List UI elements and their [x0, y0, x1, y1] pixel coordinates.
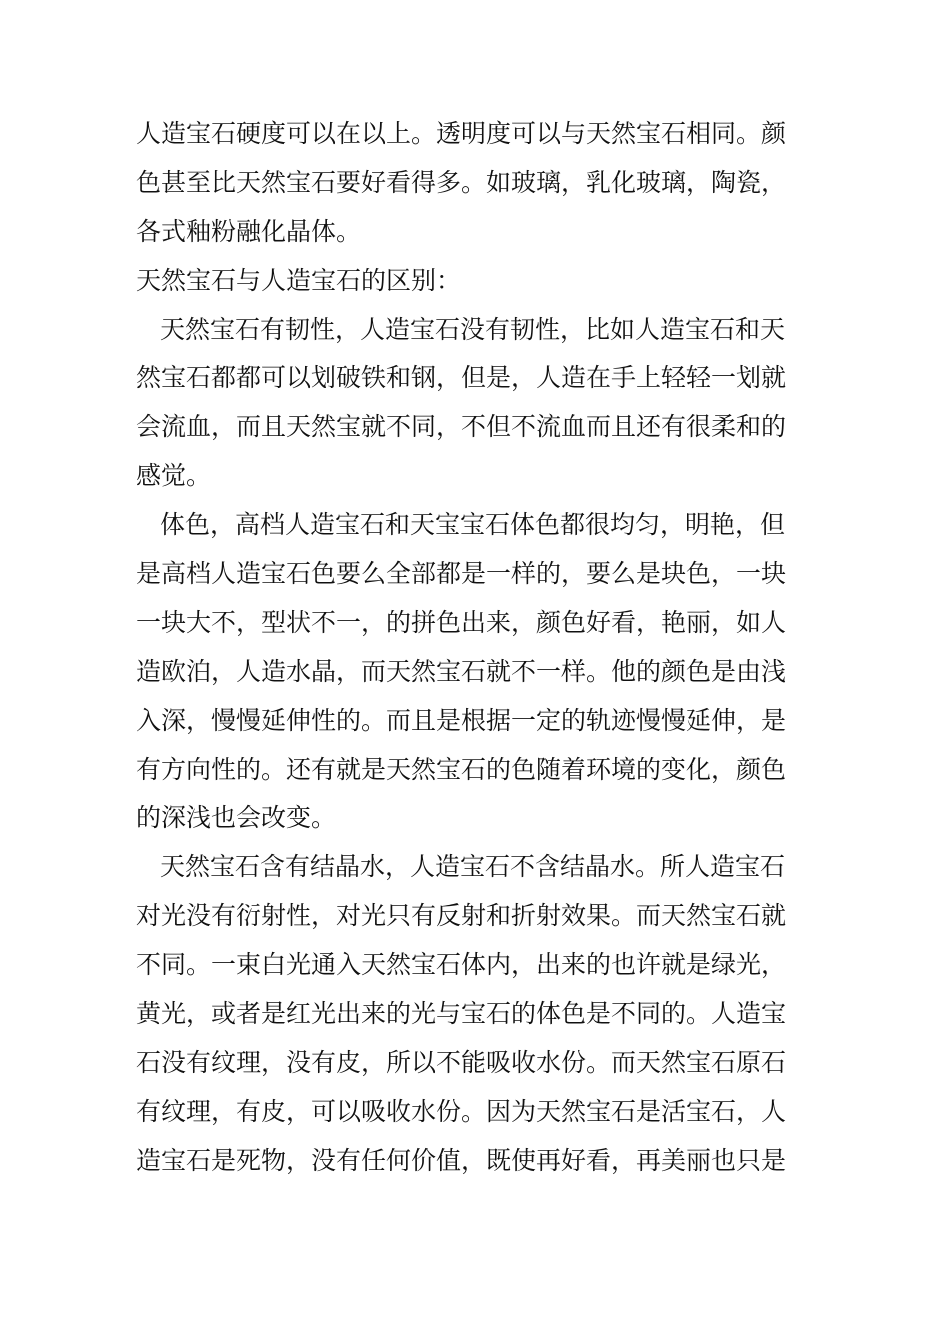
text-line: 有纹理，有皮，可以吸收水份。因为天然宝石是活宝石，人 [136, 1096, 787, 1126]
text-line: 色甚至比天然宝石要好看得多。如玻璃，乳化玻璃，陶瓷， [136, 167, 787, 197]
text-line: 是高档人造宝石色要么全部都是一样的，要么是块色，一块 [136, 559, 787, 589]
text-line: 不同。一束白光通入天然宝石体内，出来的也许就是绿光， [136, 950, 787, 980]
paragraph-start: 体色，高档人造宝石和天宝宝石体色都很均匀，明艳，但 [160, 510, 786, 540]
paragraph-start: 天然宝石有韧性，人造宝石没有韧性，比如人造宝石和天 [160, 314, 786, 344]
paragraph-start: 天然宝石含有结晶水，人造宝石不含结晶水。所人造宝石 [160, 852, 786, 882]
text-line: 的深浅也会改变。 [136, 803, 337, 833]
text-line: 一块大不，型状不一，的拼色出来，颜色好看，艳丽，如人 [136, 607, 787, 637]
text-line: 会流血，而且天然宝就不同，不但不流血而且还有很柔和的 [136, 412, 787, 442]
body-text [136, 110, 826, 1186]
text-line: 感觉。 [136, 461, 212, 491]
text-line: 黄光，或者是红光出来的光与宝石的体色是不同的。人造宝 [136, 999, 787, 1029]
text-line: 入深，慢慢延伸性的。而且是根据一定的轨迹慢慢延伸，是 [136, 705, 787, 735]
text-line: 石没有纹理，没有皮，所以不能吸收水份。而天然宝石原石 [136, 1047, 787, 1077]
text-line: 对光没有衍射性，对光只有反射和折射效果。而天然宝石就 [136, 901, 787, 931]
text-line: 各式釉粉融化晶体。 [136, 216, 362, 246]
text-line: 人造宝石硬度可以在以上。透明度可以与天然宝石相同。颜 [136, 119, 787, 148]
text-line: 造宝石是死物，没有任何价值，既使再好看，再美丽也只是 [136, 1145, 787, 1175]
section-heading: 天然宝石与人造宝石的区别： [136, 265, 462, 295]
text-line: 造欧泊，人造水晶，而天然宝石就不一样。他的颜色是由浅 [136, 656, 787, 686]
text-line: 然宝石都都可以划破铁和钢，但是，人造在手上轻轻一划就 [136, 363, 787, 393]
text-line: 有方向性的。还有就是天然宝石的色随着环境的变化，颜色 [136, 754, 787, 784]
